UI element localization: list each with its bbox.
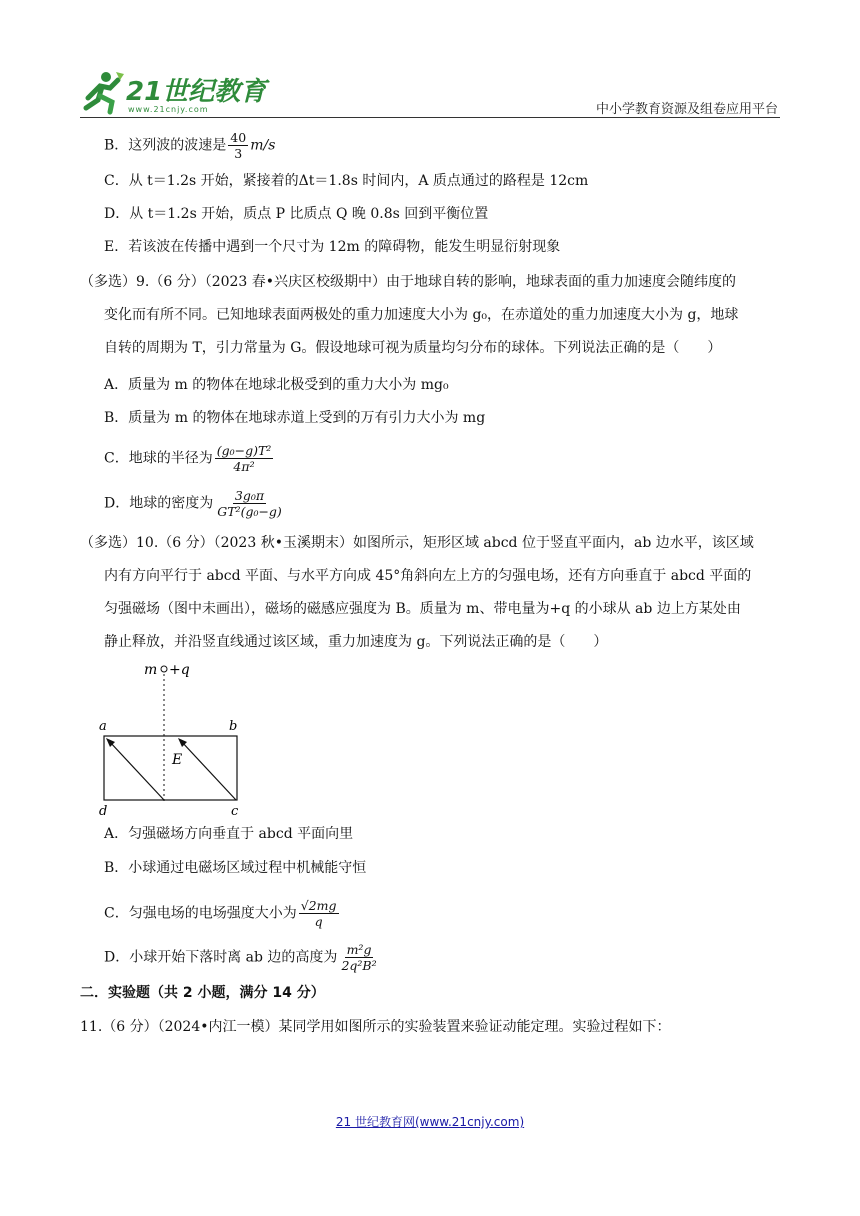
page-header <box>80 68 780 118</box>
fig-label-e: E <box>172 752 183 768</box>
q8-option-c: C．从 t＝1.2s 开始，紧接着的Δt＝1.8s 时间内，A 质点通过的路程是 12cm <box>104 173 589 189</box>
q8-option-b: B．这列波的波速是 $\frac{40}{3}$ m/s <box>104 130 276 161</box>
q10-stem-line2: 内有方向平行于 abcd 平面、与水平方向成 45°角斜向左上方的匀强电场，还有方向垂直于 abcd 平面的 <box>104 568 752 584</box>
fig-corner-b: b <box>229 719 238 734</box>
fig-corner-c: c <box>231 804 239 818</box>
field-rectangle <box>104 736 237 800</box>
logo <box>80 68 270 116</box>
page-footer <box>0 1113 860 1130</box>
q9-c-fraction: $\frac{\text{(g₀−g)T²}}{\text{4π²}}$ <box>216 443 272 474</box>
q10-option-c: C．匀强电场的电场强度大小为 $\frac{√2mg}{q}$ <box>104 898 337 929</box>
q9-option-b: B．质量为 m 的物体在地球赤道上受到的万有引力大小为 mg <box>104 410 486 426</box>
svg-text:www.21cnjy.com: www.21cnjy.com <box>128 105 209 114</box>
q9-stem-line2: 变化而有所不同。已知地球表面两极处的重力加速度大小为 g₀，在赤道处的重力加速度大小为 g，地球 <box>104 307 739 323</box>
q11-stem: 11.（6 分）（2024•内江一模）某同学用如图所示的实验装置来验证动能定理。实验过程如下： <box>80 1019 671 1035</box>
q10-option-b: B．小球通过电磁场区域过程中机械能守恒 <box>104 860 367 876</box>
q10-field-diagram <box>96 658 256 818</box>
fig-label-m: m <box>144 662 158 678</box>
q9-d-fraction: $\frac{\text{3g₀π}}{\text{GT²(g₀−g)}}$ <box>217 488 282 519</box>
q8-b-fraction: $\frac{40}{3}$ <box>230 130 247 161</box>
platform-name: 中小学教育资源及组卷应用平台 <box>595 102 778 117</box>
section-heading: 二．实验题（共 2 小题，满分 14 分） <box>80 985 325 1001</box>
q9-option-d: D．地球的密度为 $\frac{\text{3g₀π}}{\text{GT²(g₀−g)}}$ <box>104 488 282 519</box>
q9-stem-line1: （多选）9.（6 分）（2023 春•兴庆区校级期中）由于地球自转的影响，地球表面的重力加速度会随纬度的 <box>80 274 737 290</box>
field-arrow-left <box>109 741 164 800</box>
ball-icon <box>161 666 167 672</box>
q10-stem-line3: 匀强磁场（图中未画出），磁场的磁感应强度为 B。质量为 m、带电量为+q 的小球从 ab 边上方某处由 <box>104 601 741 617</box>
q10-stem-line4: 静止释放，并沿竖直线通过该区域，重力加速度为 g。下列说法正确的是（ ） <box>104 634 608 650</box>
q10-c-fraction: $\frac{√2mg}{q}$ <box>300 898 337 929</box>
q10-option-d: D．小球开始下落时离 ab 边的高度为 $\frac{\text{m²g}}{\text{2q²B²}}$ <box>104 942 377 973</box>
q9-option-a: A．质量为 m 的物体在地球北极受到的重力大小为 mg₀ <box>104 377 449 393</box>
q10-stem-line1: （多选）10.（6 分）（2023 秋•玉溪期末）如图所示，矩形区域 abcd 位于竖直平面内，ab 边水平，该区域 <box>80 535 754 551</box>
svg-text:21世纪教育: 21世纪教育 <box>126 77 267 107</box>
runner-icon <box>86 72 124 112</box>
field-arrow-right <box>181 741 236 800</box>
q9-option-c: C．地球的半径为 $\frac{\text{(g₀−g)T²}}{\text{4π²}}$ <box>104 443 272 474</box>
fig-corner-d: d <box>99 804 108 818</box>
q9-stem-line3: 自转的周期为 T，引力常量为 G。假设地球可视为质量均匀分布的球体。下列说法正确的是（ ） <box>104 340 722 356</box>
header-divider <box>80 117 780 118</box>
fig-label-q: +q <box>169 662 190 678</box>
fig-corner-a: a <box>99 719 107 734</box>
q8-option-e: E．若该波在传播中遇到一个尺寸为 12m 的障碍物，能发生明显衍射现象 <box>104 239 561 255</box>
q10-d-fraction: $\frac{\text{m²g}}{\text{2q²B²}}$ <box>341 942 377 973</box>
footer-link[interactable]: 21 世纪教育网(www.21cnjy.com) <box>335 1115 525 1129</box>
q10-option-a: A．匀强磁场方向垂直于 abcd 平面向里 <box>104 826 354 842</box>
q8-option-d: D．从 t＝1.2s 开始，质点 P 比质点 Q 晚 0.8s 回到平衡位置 <box>104 206 489 222</box>
